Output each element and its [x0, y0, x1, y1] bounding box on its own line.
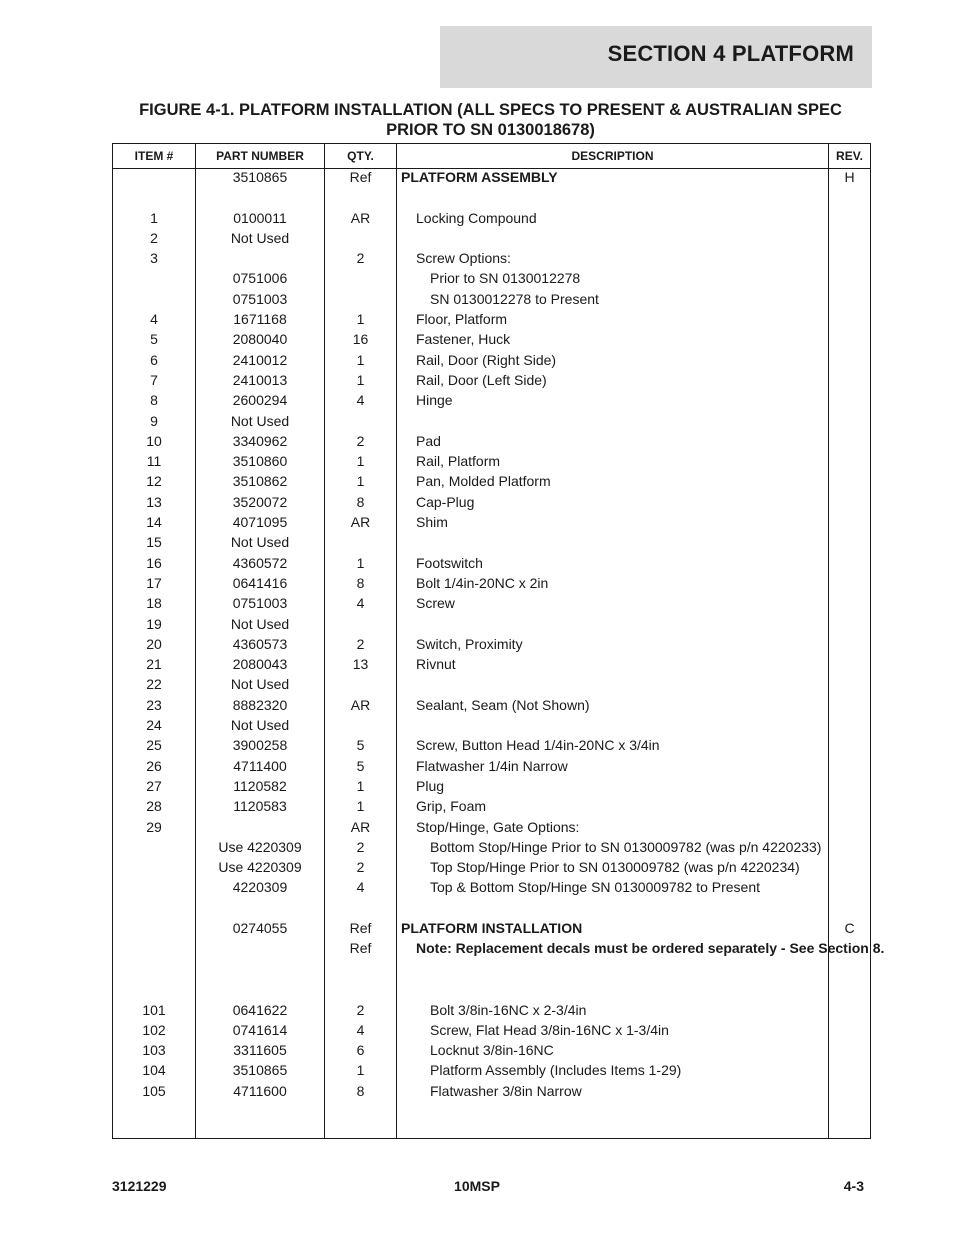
part-number-cell: 2410013 [196, 372, 325, 392]
description-cell [397, 900, 829, 920]
rev-cell [829, 433, 871, 453]
description-cell: Screw, Flat Head 3/8in-16NC x 1-3/4in [397, 1022, 829, 1042]
item-cell: 103 [113, 1042, 196, 1062]
item-cell [113, 859, 196, 879]
qty-cell: 2 [325, 1002, 397, 1022]
part-number-cell: 4220309 [196, 879, 325, 899]
item-cell [113, 940, 196, 981]
rev-cell [829, 778, 871, 798]
table-row [113, 717, 871, 737]
table-row [113, 1022, 871, 1042]
table-row [113, 879, 871, 899]
part-number-cell: 3510860 [196, 453, 325, 473]
qty-cell: 1 [325, 555, 397, 575]
table-row [113, 758, 871, 778]
part-number-cell: 4711600 [196, 1083, 325, 1103]
description-cell [397, 413, 829, 433]
qty-cell: AR [325, 210, 397, 230]
description-cell: Flatwasher 3/8in Narrow [397, 1083, 829, 1103]
table-row [113, 372, 871, 392]
part-number-cell: 3520072 [196, 494, 325, 514]
qty-cell [325, 616, 397, 636]
qty-cell [325, 981, 397, 1001]
parts-table-body [113, 169, 885, 1139]
qty-cell: 5 [325, 758, 397, 778]
table-row [113, 352, 871, 372]
description-cell [397, 534, 829, 554]
rev-cell [829, 879, 871, 899]
qty-cell: 4 [325, 879, 397, 899]
part-number-cell: 3510865 [196, 1062, 325, 1082]
qty-cell: AR [325, 819, 397, 839]
rev-cell [829, 413, 871, 433]
part-number-cell [196, 981, 325, 1001]
part-number-cell: 0274055 [196, 920, 325, 940]
item-cell: 9 [113, 413, 196, 433]
part-number-cell: Not Used [196, 676, 325, 696]
table-row [113, 189, 871, 209]
item-cell [113, 981, 196, 1001]
part-number-cell: 4711400 [196, 758, 325, 778]
part-number-cell: 2080040 [196, 331, 325, 351]
item-cell: 4 [113, 311, 196, 331]
part-number-cell: 0751003 [196, 291, 325, 311]
qty-cell [325, 900, 397, 920]
item-cell: 1 [113, 210, 196, 230]
table-row [113, 819, 871, 839]
description-cell: Screw Options: [397, 250, 829, 270]
rev-cell [829, 534, 871, 554]
table-row [113, 331, 871, 351]
part-number-cell: Not Used [196, 616, 325, 636]
table-row [113, 1083, 871, 1103]
part-number-cell: 3900258 [196, 737, 325, 757]
table-row [113, 575, 871, 595]
part-number-cell: 1120583 [196, 798, 325, 818]
item-cell [113, 900, 196, 920]
rev-cell [829, 1022, 871, 1042]
description-cell: Rail, Door (Right Side) [397, 352, 829, 372]
rev-cell [829, 737, 871, 757]
rev-cell [829, 676, 871, 696]
column-header-part-number: PART NUMBER [196, 144, 325, 169]
section-title: SECTION 4 PLATFORM [607, 41, 854, 66]
part-number-cell: 0741614 [196, 1022, 325, 1042]
qty-cell: 4 [325, 1022, 397, 1042]
qty-cell: 1 [325, 798, 397, 818]
empty-cell [397, 1103, 829, 1138]
parts-table [112, 143, 885, 1139]
item-cell: 14 [113, 514, 196, 534]
rev-cell [829, 311, 871, 331]
item-cell: 8 [113, 392, 196, 412]
rev-cell [829, 1062, 871, 1082]
column-header-rev: REV. [829, 144, 871, 169]
description-cell [397, 230, 829, 250]
table-row [113, 920, 871, 940]
rev-cell [829, 798, 871, 818]
part-number-cell [196, 819, 325, 839]
section-header [440, 26, 872, 88]
part-number-cell: 4360573 [196, 636, 325, 656]
item-cell: 105 [113, 1083, 196, 1103]
qty-cell: Ref [325, 940, 397, 981]
qty-cell: Ref [325, 169, 397, 190]
part-number-cell: Not Used [196, 413, 325, 433]
description-cell [397, 676, 829, 696]
table-row [113, 798, 871, 818]
part-number-cell: 2410012 [196, 352, 325, 372]
qty-cell: 1 [325, 352, 397, 372]
description-cell: Bolt 3/8in-16NC x 2-3/4in [397, 1002, 829, 1022]
table-row [113, 1002, 871, 1022]
qty-cell: 8 [325, 1083, 397, 1103]
part-number-cell: 0641622 [196, 1002, 325, 1022]
item-cell [113, 920, 196, 940]
item-cell [113, 291, 196, 311]
rev-cell [829, 352, 871, 372]
item-cell: 20 [113, 636, 196, 656]
qty-cell [325, 534, 397, 554]
table-row [113, 453, 871, 473]
description-cell: SN 0130012278 to Present [397, 291, 829, 311]
rev-cell [829, 900, 871, 920]
empty-cell [829, 1103, 871, 1138]
qty-cell: 4 [325, 595, 397, 615]
table-row [113, 473, 871, 493]
qty-cell: 8 [325, 494, 397, 514]
description-cell: Note: Replacement decals must be ordered separately - See Section 8. [397, 940, 829, 981]
description-cell: Locknut 3/8in-16NC [397, 1042, 829, 1062]
table-row [113, 514, 871, 534]
description-cell: PLATFORM ASSEMBLY [397, 169, 829, 190]
description-cell: Screw [397, 595, 829, 615]
part-number-cell: 3510862 [196, 473, 325, 493]
qty-cell: AR [325, 514, 397, 534]
item-cell [113, 879, 196, 899]
table-row [113, 555, 871, 575]
qty-cell: 13 [325, 656, 397, 676]
qty-cell [325, 717, 397, 737]
item-cell: 25 [113, 737, 196, 757]
description-cell: Floor, Platform [397, 311, 829, 331]
description-cell: Cap-Plug [397, 494, 829, 514]
part-number-cell: 4071095 [196, 514, 325, 534]
rev-cell [829, 392, 871, 412]
table-row [113, 737, 871, 757]
description-cell [397, 616, 829, 636]
table-row [113, 636, 871, 656]
item-cell: 11 [113, 453, 196, 473]
table-row [113, 230, 871, 250]
part-number-cell: 0641416 [196, 575, 325, 595]
qty-cell: 1 [325, 453, 397, 473]
rev-cell [829, 1042, 871, 1062]
table-row [113, 291, 871, 311]
item-cell: 16 [113, 555, 196, 575]
table-row [113, 413, 871, 433]
item-cell: 3 [113, 250, 196, 270]
description-cell: Plug [397, 778, 829, 798]
rev-cell [829, 331, 871, 351]
rev-cell [829, 981, 871, 1001]
part-number-cell: 0751006 [196, 270, 325, 290]
table-row [113, 676, 871, 696]
part-number-cell: 2080043 [196, 656, 325, 676]
rev-cell [829, 595, 871, 615]
item-cell: 17 [113, 575, 196, 595]
part-number-cell [196, 250, 325, 270]
item-cell: 12 [113, 473, 196, 493]
part-number-cell: 0751003 [196, 595, 325, 615]
item-cell: 102 [113, 1022, 196, 1042]
rev-cell [829, 859, 871, 879]
item-cell: 27 [113, 778, 196, 798]
table-row [113, 839, 871, 859]
qty-cell: Ref [325, 920, 397, 940]
rev-cell [829, 494, 871, 514]
description-cell: Pad [397, 433, 829, 453]
table-row [113, 433, 871, 453]
description-cell: Screw, Button Head 1/4in-20NC x 3/4in [397, 737, 829, 757]
rev-cell [829, 473, 871, 493]
table-row [113, 616, 871, 636]
empty-cell [113, 1103, 196, 1138]
part-number-cell: 3510865 [196, 169, 325, 190]
column-header-qty: QTY. [325, 144, 397, 169]
column-header-description: DESCRIPTION [397, 144, 829, 169]
qty-cell: 1 [325, 1062, 397, 1082]
description-cell: Platform Assembly (Includes Items 1-29) [397, 1062, 829, 1082]
qty-cell: 16 [325, 331, 397, 351]
table-row [113, 656, 871, 676]
qty-cell: 2 [325, 839, 397, 859]
footer-page-number: 4-3 [843, 1178, 864, 1194]
part-number-cell: 3311605 [196, 1042, 325, 1062]
table-row [113, 311, 871, 331]
description-cell: Locking Compound [397, 210, 829, 230]
rev-cell [829, 555, 871, 575]
rev-cell [829, 270, 871, 290]
part-number-cell [196, 940, 325, 981]
item-cell: 101 [113, 1002, 196, 1022]
description-cell: Hinge [397, 392, 829, 412]
rev-cell [829, 656, 871, 676]
table-row [113, 250, 871, 270]
rev-cell [829, 616, 871, 636]
item-cell: 21 [113, 656, 196, 676]
table-row [113, 270, 871, 290]
table-row [113, 210, 871, 230]
item-cell: 23 [113, 697, 196, 717]
item-cell: 26 [113, 758, 196, 778]
part-number-cell: 1120582 [196, 778, 325, 798]
table-row [113, 940, 871, 981]
table-row [113, 169, 871, 190]
description-cell: Top & Bottom Stop/Hinge SN 0130009782 to Present [397, 879, 829, 899]
rev-cell [829, 291, 871, 311]
empty-cell [196, 1103, 325, 1138]
part-number-cell: Use 4220309 [196, 839, 325, 859]
description-cell: Prior to SN 0130012278 [397, 270, 829, 290]
item-cell: 22 [113, 676, 196, 696]
part-number-cell: 1671168 [196, 311, 325, 331]
column-header-item: ITEM # [113, 144, 196, 169]
description-cell: Stop/Hinge, Gate Options: [397, 819, 829, 839]
item-cell: 10 [113, 433, 196, 453]
rev-cell [829, 210, 871, 230]
table-row [113, 900, 871, 920]
part-number-cell: Not Used [196, 717, 325, 737]
description-cell: Footswitch [397, 555, 829, 575]
item-cell [113, 270, 196, 290]
rev-cell [829, 819, 871, 839]
rev-cell [829, 717, 871, 737]
part-number-cell: 8882320 [196, 697, 325, 717]
qty-cell [325, 189, 397, 209]
description-cell: Sealant, Seam (Not Shown) [397, 697, 829, 717]
part-number-cell [196, 900, 325, 920]
qty-cell [325, 413, 397, 433]
description-cell: Fastener, Huck [397, 331, 829, 351]
part-number-cell: 4360572 [196, 555, 325, 575]
part-number-cell: Not Used [196, 230, 325, 250]
qty-cell [325, 270, 397, 290]
table-header-row [113, 144, 871, 169]
rev-cell [829, 514, 871, 534]
item-cell: 19 [113, 616, 196, 636]
qty-cell: 2 [325, 250, 397, 270]
rev-cell: H [829, 169, 871, 190]
rev-cell [829, 839, 871, 859]
table-row [113, 1042, 871, 1062]
qty-cell: 1 [325, 311, 397, 331]
item-cell: 15 [113, 534, 196, 554]
footer-model: 10MSP [454, 1178, 500, 1194]
part-number-cell: 3340962 [196, 433, 325, 453]
description-cell [397, 189, 829, 209]
qty-cell: 2 [325, 433, 397, 453]
item-cell: 29 [113, 819, 196, 839]
part-number-cell [196, 189, 325, 209]
qty-cell [325, 230, 397, 250]
rev-cell [829, 453, 871, 473]
table-row [113, 392, 871, 412]
item-cell [113, 189, 196, 209]
table-filler-row [113, 1103, 871, 1138]
rev-cell [829, 230, 871, 250]
item-cell [113, 169, 196, 190]
qty-cell: 5 [325, 737, 397, 757]
footer-document-number: 3121229 [112, 1178, 167, 1194]
qty-cell [325, 291, 397, 311]
item-cell: 6 [113, 352, 196, 372]
item-cell: 7 [113, 372, 196, 392]
description-cell: Rivnut [397, 656, 829, 676]
item-cell: 2 [113, 230, 196, 250]
description-cell [397, 717, 829, 737]
qty-cell: 4 [325, 392, 397, 412]
qty-cell: 2 [325, 636, 397, 656]
item-cell: 24 [113, 717, 196, 737]
rev-cell [829, 1002, 871, 1022]
part-number-cell: Not Used [196, 534, 325, 554]
item-cell [113, 839, 196, 859]
table-row [113, 595, 871, 615]
rev-cell [829, 372, 871, 392]
description-cell: Switch, Proximity [397, 636, 829, 656]
rev-cell [829, 636, 871, 656]
table-row [113, 981, 871, 1001]
rev-cell [829, 575, 871, 595]
qty-cell: 2 [325, 859, 397, 879]
description-cell: Bottom Stop/Hinge Prior to SN 0130009782 (was p/n 4220233) [397, 839, 829, 859]
part-number-cell: 2600294 [196, 392, 325, 412]
table-row [113, 697, 871, 717]
description-cell: Flatwasher 1/4in Narrow [397, 758, 829, 778]
rev-cell [829, 758, 871, 778]
rev-cell [829, 1083, 871, 1103]
item-cell: 18 [113, 595, 196, 615]
description-cell: Grip, Foam [397, 798, 829, 818]
table-row [113, 859, 871, 879]
description-cell: Pan, Molded Platform [397, 473, 829, 493]
table-row [113, 1062, 871, 1082]
table-row [113, 534, 871, 554]
rev-cell [829, 250, 871, 270]
description-cell: PLATFORM INSTALLATION [397, 920, 829, 940]
figure-title: FIGURE 4-1. PLATFORM INSTALLATION (ALL SPECS TO PRESENT & AUSTRALIAN SPEC PRIOR TO SN 0130018678) [139, 101, 842, 139]
item-cell: 13 [113, 494, 196, 514]
description-cell: Bolt 1/4in-20NC x 2in [397, 575, 829, 595]
item-cell: 5 [113, 331, 196, 351]
qty-cell: 1 [325, 372, 397, 392]
qty-cell: 6 [325, 1042, 397, 1062]
description-cell: Shim [397, 514, 829, 534]
qty-cell: 1 [325, 778, 397, 798]
table-row [113, 778, 871, 798]
rev-cell: C [829, 920, 871, 940]
rev-cell [829, 189, 871, 209]
rev-cell [829, 697, 871, 717]
item-cell: 28 [113, 798, 196, 818]
description-cell [397, 981, 829, 1001]
qty-cell: AR [325, 697, 397, 717]
item-cell: 104 [113, 1062, 196, 1082]
qty-cell [325, 676, 397, 696]
qty-cell: 8 [325, 575, 397, 595]
table-row [113, 494, 871, 514]
description-cell: Top Stop/Hinge Prior to SN 0130009782 (was p/n 4220234) [397, 859, 829, 879]
part-number-cell: 0100011 [196, 210, 325, 230]
part-number-cell: Use 4220309 [196, 859, 325, 879]
description-cell: Rail, Door (Left Side) [397, 372, 829, 392]
empty-cell [325, 1103, 397, 1138]
qty-cell: 1 [325, 473, 397, 493]
description-cell: Rail, Platform [397, 453, 829, 473]
